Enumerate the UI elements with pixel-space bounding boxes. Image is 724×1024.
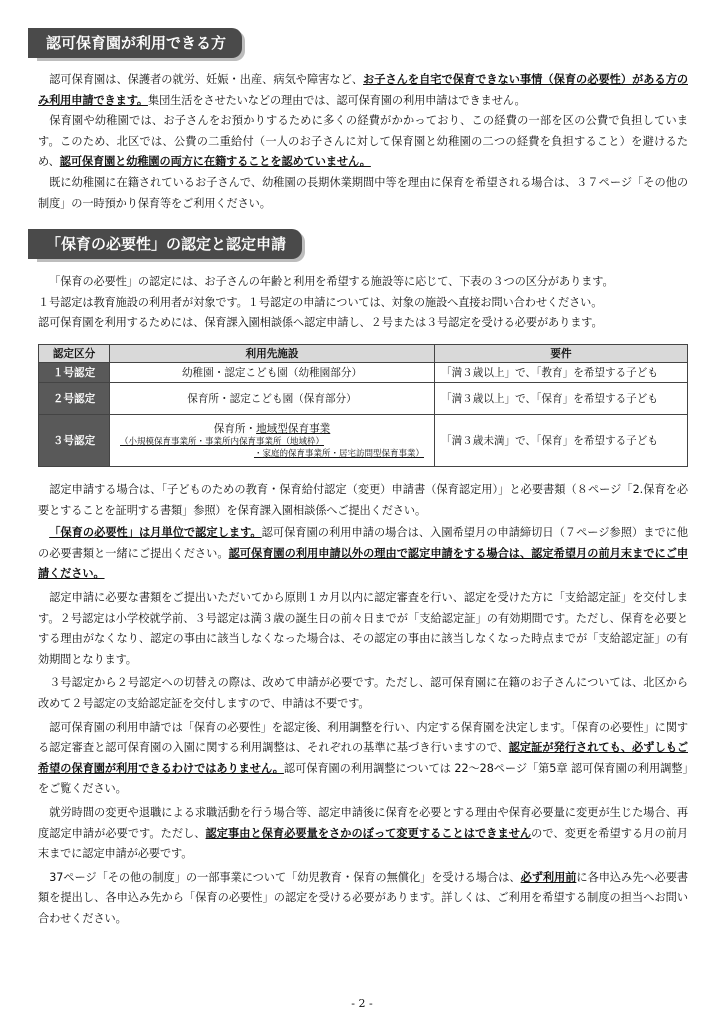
text: 就労時間の変更や退職による求職活動を行う場合等、認定申請後に保育を必要とする理由や保育必要量に変更が生じた場合、再度認定申請が必要です。ただし、	[38, 805, 688, 840]
facility-cell	[110, 415, 435, 467]
level-cell: ３号認定	[39, 415, 110, 467]
paragraph	[38, 868, 688, 930]
level-cell: ２号認定	[39, 383, 110, 415]
emphasis-text: 必ず利用前	[520, 870, 577, 884]
facility-sub: ・家庭的保育事業所・居宅訪問型保育事業）	[253, 449, 424, 459]
paragraph: ３号認定から２号認定への切替えの際は、改めて申請が必要です。ただし、認可保育園に在籍のお子さんについては、北区から改めて２号認定の支給認定証を交付しますので、申請は不要です。	[38, 676, 688, 710]
text: に各申込み先へ必要書類を提出し、各申込み先から「保育の必要性」の認定を受ける必要があります。詳しくは、ご利用を希望する制度の担当へお問い合わせください。	[38, 870, 688, 925]
table-header: 利用先施設	[110, 345, 435, 363]
emphasis-text: 認可保育園と幼稚園の両方に在籍することを認めていません。	[59, 155, 371, 169]
text: 認可保育園の利用調整については 22～28ページ「第5章 認可保育園の利用調整」をご覧ください。	[38, 761, 688, 796]
section-heading-eligibility	[34, 28, 242, 58]
requirement-cell: 「満３歳以上」で、「教育」を希望する子ども	[435, 363, 688, 383]
requirement-cell: 「満３歳未満」で、「保育」を希望する子ども	[435, 415, 688, 467]
emphasis-text: 認可保育園の利用申請以外の理由で認定申請をする場合は、認定希望月の前月末までにご申請ください。	[38, 546, 688, 581]
text: 認可保育園の利用申請の場合は、入園希望月の申請締切日（７ページ参照）までに他の必要書類と一緒にご提出ください。	[38, 526, 688, 560]
section-heading-certification	[34, 229, 302, 259]
paragraph	[38, 70, 688, 111]
certification-table	[38, 344, 688, 467]
eligibility-body	[38, 70, 688, 214]
text: 保育所・	[213, 423, 257, 435]
emphasis-text: 「保育の必要性」は月単位で認定します。	[49, 526, 262, 540]
facility-sub: （小規模保育事業所・事業所内保育事業所（地域枠）	[120, 437, 325, 447]
certification-body	[38, 480, 688, 929]
underlined-text: 地域型保育事業	[256, 423, 331, 435]
section-heading-text: 「保育の必要性」の認定と認定申請	[46, 235, 287, 253]
paragraph: 「保育の必要性」の認定には、お子さんの年齢と利用を希望する施設等に応じて、下表の３つの区分があります。	[49, 275, 614, 288]
text: 保育園や幼稚園では、お子さんをお預かりするために多くの経費がかかっており、この経費の一部を区の公費で負担しています。このため、北区では、公費の二重給付（一人のお子さんに対して保育園と幼稚園の二つの経費を負担すること）を避けるため、	[38, 114, 688, 169]
paragraph	[38, 111, 688, 173]
requirement-cell: 「満３歳以上」で、「保育」を希望する子ども	[435, 383, 688, 415]
table-header: 要件	[435, 345, 688, 363]
facility-cell: 保育所・認定こども園（保育部分）	[110, 383, 435, 415]
paragraph	[38, 523, 688, 585]
certification-intro	[38, 272, 688, 334]
emphasis-text: 認定事由と保育必要量をさかのぼって変更することはできません	[205, 826, 532, 840]
paragraph: １号認定は教育施設の利用者が対象です。１号認定の申請については、対象の施設へ直接お問い合わせください。	[38, 295, 603, 309]
facility-main	[116, 421, 428, 436]
paragraph: 認可保育園を利用するためには、保育課入園相談係へ認定申請し、２号または３号認定を受ける必要があります。	[38, 316, 603, 330]
table-header: 認定区分	[39, 345, 110, 363]
paragraph: 既に幼稚園に在籍されているお子さんで、幼稚園の長期休業期間中等を理由に保育を希望される場合は、３７ページ「その他の制度」の一時預かり保育等をご利用ください。	[38, 175, 688, 210]
facility-cell: 幼稚園・認定こども園（幼稚園部分）	[110, 363, 435, 383]
table-row	[39, 383, 688, 415]
emphasis-text: 認定証が発行されても、必ずしもご希望の保育園が利用できるわけではありません。	[38, 741, 688, 775]
table-header-row	[39, 345, 688, 363]
section-heading-text: 認可保育園が利用できる方	[46, 34, 227, 52]
page-number: - 2 -	[351, 997, 373, 1010]
paragraph: 認定申請に必要な書類をご提出いただいてから原則１カ月以内に認定審査を行い、認定を受けた方に「支給認定証」を交付します。２号認定は小学校就学前、３号認定は満３歳の誕生日の前々日までが「支給認定証」の有効期間です。ただし、保育を必要とする理由がなくなり、認定の事由に該当しなくなった場合は、その認定の事由に該当しなくなった時点までが「支給認定証」の有効期間となります。	[38, 590, 688, 666]
text: 認可保育園は、保護者の就労、妊娠・出産、病気や障害など、	[49, 73, 364, 86]
paragraph	[38, 718, 688, 800]
paragraph	[38, 803, 688, 865]
table-row	[39, 415, 688, 467]
level-cell: １号認定	[39, 363, 110, 383]
table-row	[39, 363, 688, 383]
text: ので、変更を希望する月の前月末までに認定申請が必要です。	[38, 826, 688, 861]
text: 認可保育園の利用申請では「保育の必要性」を認定後、利用調整を行い、内定する保育園を決定します。「保育の必要性」に関する認定審査と認可保育園の入園に関する利用調整は、それぞれの基準に基づき行いますので、	[38, 720, 688, 755]
paragraph: 認定申請する場合は、「子どものための教育・保育給付認定（変更）申請書（保育認定用）」と必要書類（８ページ「2.保育を必要とすることを証明する書類」参照）を保育課入園相談係へご提出ください。	[38, 483, 688, 517]
text: 集団生活をさせたいなどの理由では、認可保育園の利用申請はできません。	[147, 93, 526, 107]
emphasis-text: お子さんを自宅で保育できない事情（保育の必要性）がある方のみ利用申請できます。	[38, 73, 688, 107]
text: 37ページ「その他の制度」の一部事業について「幼児教育・保育の無償化」を受ける場合は、	[49, 870, 521, 884]
